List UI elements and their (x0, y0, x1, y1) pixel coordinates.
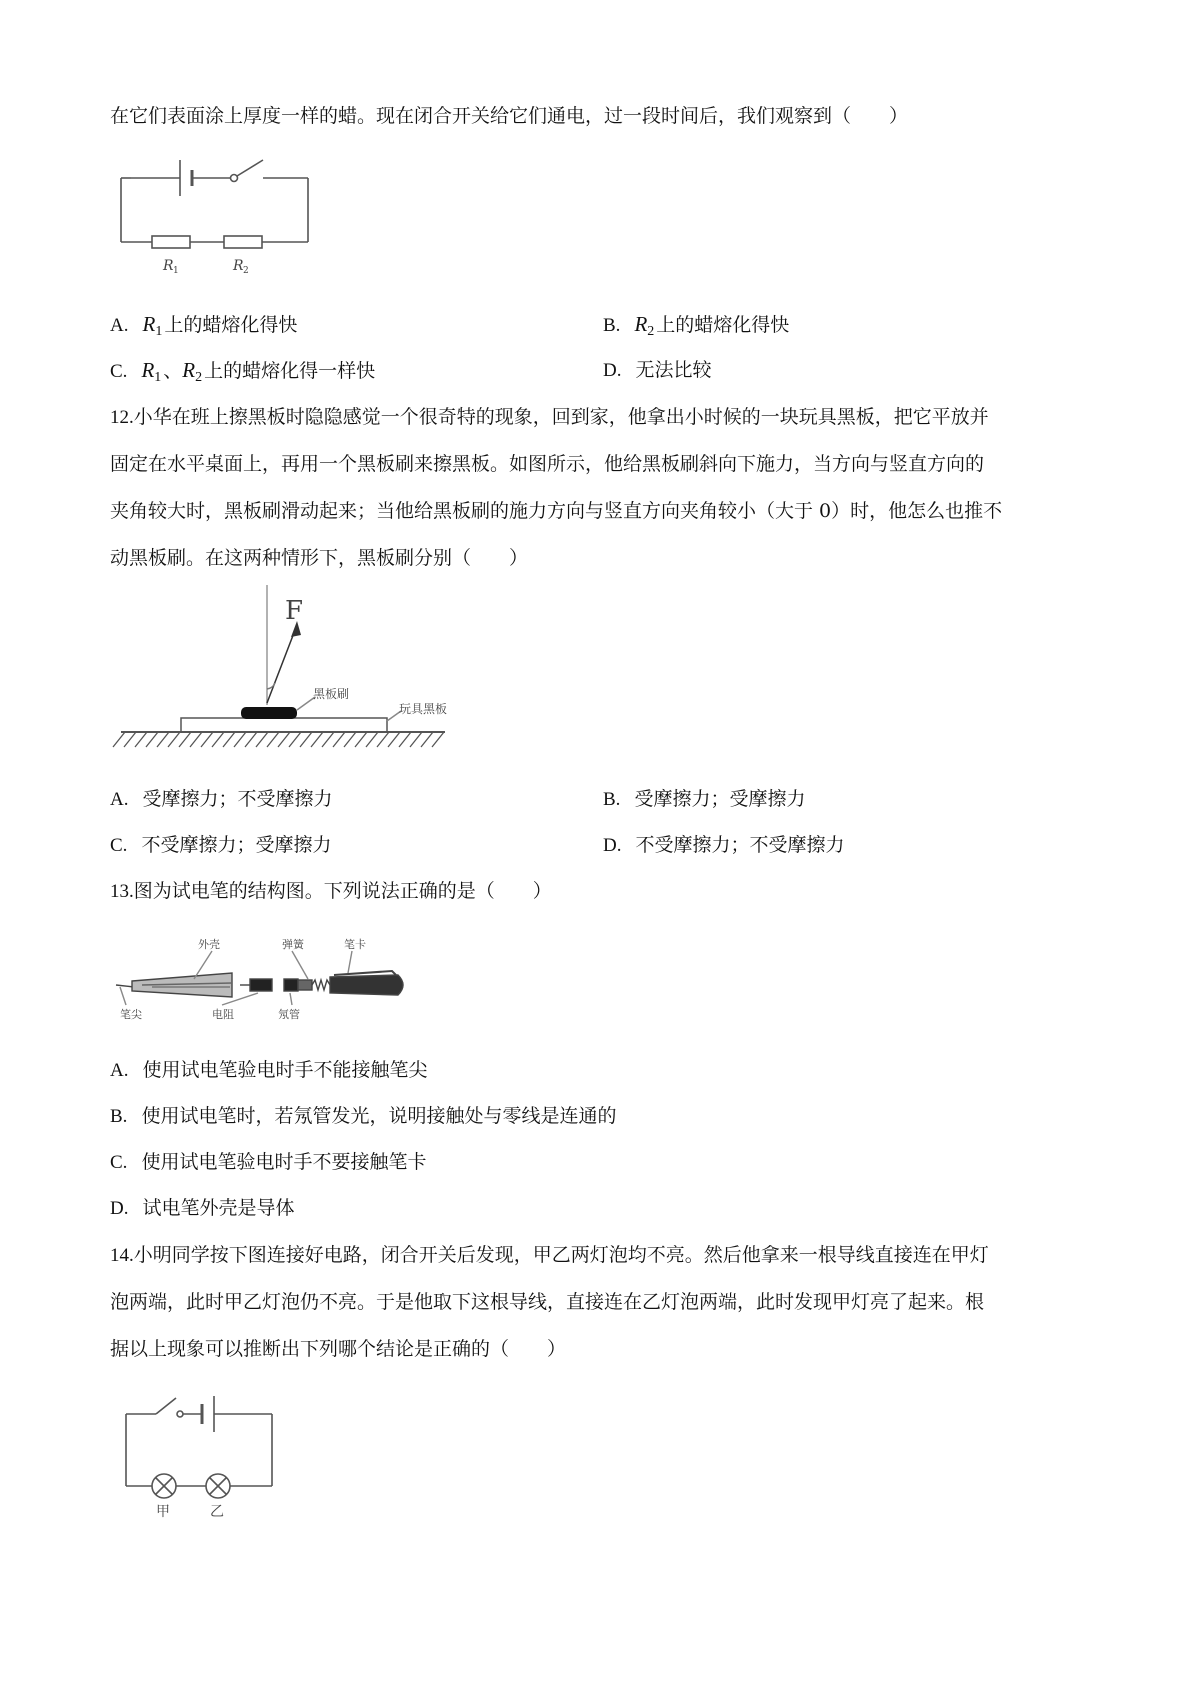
q12-stem-line-4: 动黑板刷。在这两种情形下，黑板刷分别（ ） (110, 547, 529, 569)
pen-clip (334, 971, 396, 975)
q12-number: 12. (110, 407, 134, 428)
switch-contact (231, 175, 238, 182)
force-label: F (285, 596, 304, 626)
spring-label: 弹簧 (282, 938, 304, 951)
toy-blackboard (181, 718, 387, 732)
q12-blackboard-diagram (115, 585, 455, 770)
tip-label: 笔尖 (120, 1008, 142, 1021)
q11-stem-line: 在它们表面涂上厚度一样的蜡。现在闭合开关给它们通电，过一段时间后，我们观察到（ ） (110, 105, 909, 127)
r1-sub-label: 1 (173, 266, 179, 276)
pen-cap (330, 975, 403, 995)
shell-label: 外壳 (198, 938, 220, 951)
q14-stem-line-1: 14.小明同学按下图连接好电路，闭合开关后发现，甲乙两灯泡均不亮。然后他拿来一根导线直接连在甲灯 (110, 1244, 989, 1266)
ground-hatching (113, 732, 444, 747)
board-label: 玩具黑板 (399, 702, 448, 716)
q12-stem-line-1: 12.小华在班上擦黑板时隐隐感觉一个很奇特的现象，回到家，他拿出小时候的一块玩具黑板，把它平放并 (110, 406, 989, 428)
clip-label: 笔卡 (344, 938, 366, 951)
q12-stem-line-2: 固定在水平桌面上，再用一个黑板刷来擦黑板。如图所示，他给黑板刷斜向下施力，当方向与竖直方向的 (110, 453, 985, 475)
q13-option-a[interactable]: A. 使用试电笔验电时手不能接触笔尖 (110, 1059, 428, 1081)
q12-option-b[interactable]: B. 受摩擦力；受摩擦力 (603, 788, 806, 810)
q13-option-c[interactable]: C. 使用试电笔验电时手不要接触笔卡 (110, 1151, 427, 1173)
resistor-r2 (224, 236, 262, 248)
switch-blade (156, 1398, 176, 1414)
q12-option-c[interactable]: C. 不受摩擦力；受摩擦力 (110, 834, 332, 856)
q13-option-d[interactable]: D. 试电笔外壳是导体 (110, 1197, 295, 1219)
q13-test-pen-diagram (112, 935, 412, 1030)
switch-blade (237, 160, 263, 176)
pen-spring (312, 980, 330, 990)
q11-circuit-diagram (118, 150, 348, 280)
neon-label: 氖管 (278, 1008, 300, 1021)
q11-option-a[interactable]: A. $R_1$ 上的蜡熔化得快 (110, 312, 298, 339)
q14-circuit-diagram (118, 1386, 288, 1521)
brush-label: 黑板刷 (313, 687, 350, 701)
lamp-yi-label: 乙 (210, 1504, 224, 1520)
r2-sub-label: 2 (243, 266, 249, 276)
q11-option-c[interactable]: C. $R_1$ 、$R_2$ 上的蜡熔化得一样快 (110, 358, 376, 385)
q13-option-b[interactable]: B. 使用试电笔时，若氖管发光，说明接触处与零线是连通的 (110, 1105, 617, 1127)
r2-label: R (233, 258, 244, 274)
q14-number: 14. (110, 1245, 134, 1266)
q11-option-b[interactable]: B. $R_2$ 上的蜡熔化得快 (603, 312, 790, 339)
pen-neon-tube (284, 979, 298, 991)
blackboard-brush (241, 707, 297, 719)
lamp-jia-label: 甲 (156, 1504, 170, 1520)
q12-option-d[interactable]: D. 不受摩擦力；不受摩擦力 (603, 834, 845, 856)
resistor-label: 电阻 (212, 1008, 234, 1021)
q11-option-d[interactable]: D. 无法比较 (603, 359, 712, 381)
q14-stem-line-2: 泡两端，此时甲乙灯泡仍不亮。于是他取下这根导线，直接连在乙灯泡两端，此时发现甲灯亮了起来。根 (110, 1291, 985, 1313)
resistor-r1 (152, 236, 190, 248)
pen-resistor (250, 979, 272, 991)
force-arrow (267, 625, 297, 703)
q14-stem-line-3: 据以上现象可以推断出下列哪个结论是正确的（ ） (110, 1338, 567, 1360)
q13-stem-line: 13.图为试电笔的结构图。下列说法正确的是（ ） (110, 880, 552, 902)
r1-label: R (163, 258, 174, 274)
switch-contact (177, 1411, 183, 1417)
q12-option-a[interactable]: A. 受摩擦力；不受摩擦力 (110, 788, 333, 810)
q12-stem-line-3: 夹角较大时，黑板刷滑动起来；当他给黑板刷的施力方向与竖直方向夹角较小（大于 0）时，他怎么也推不 (110, 500, 1003, 522)
q13-number: 13. (110, 881, 134, 902)
